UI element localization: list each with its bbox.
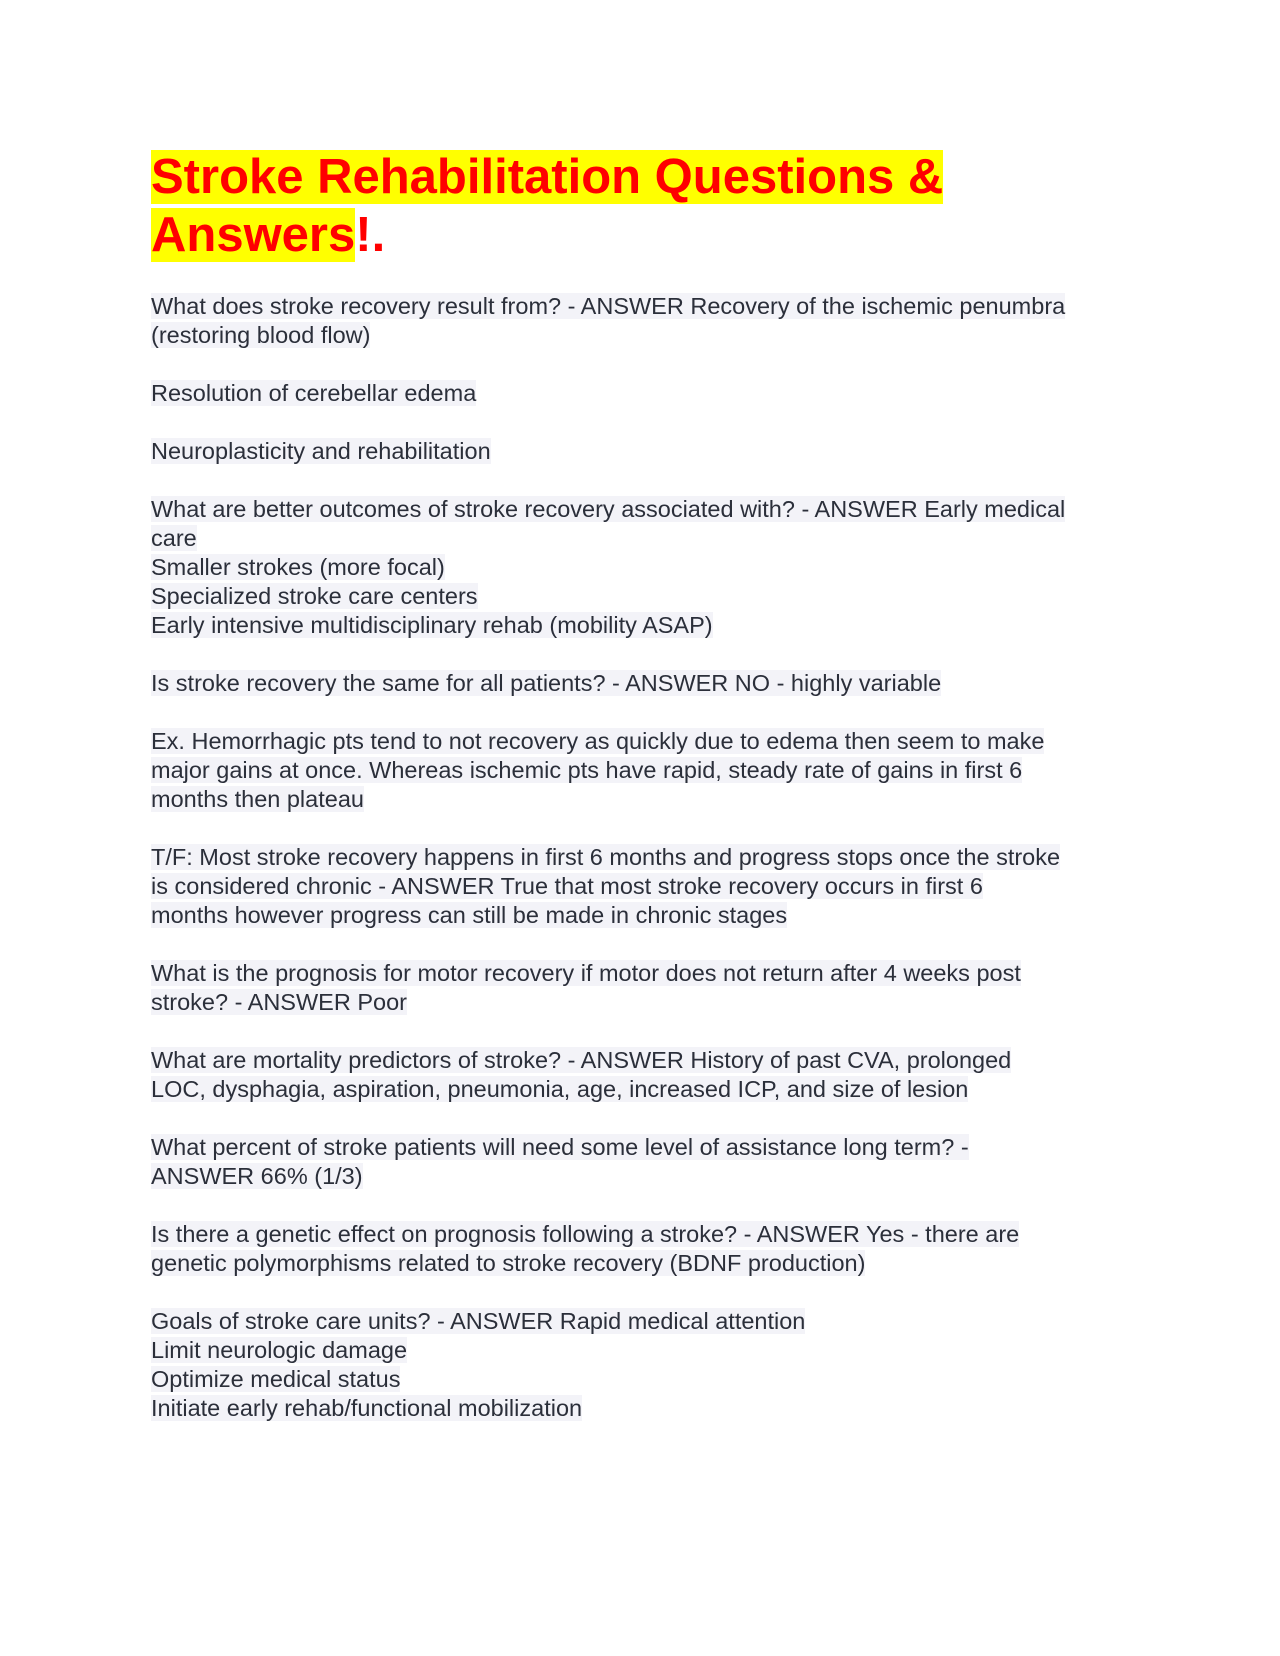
text-line [151, 669, 1151, 698]
text-line [151, 611, 1151, 640]
qa-block [151, 495, 1151, 640]
qa-block [151, 379, 1151, 408]
text-line [151, 1162, 1151, 1191]
qa-block [151, 727, 1151, 814]
text-line-content: Resolution of cerebellar edema [151, 380, 477, 406]
text-line-content: Specialized stroke care centers [151, 583, 478, 609]
text-line [151, 437, 1151, 466]
qa-list [151, 292, 1151, 1423]
qa-block [151, 292, 1151, 350]
text-line [151, 582, 1151, 611]
text-line [151, 1220, 1151, 1249]
text-line [151, 901, 1151, 930]
text-line [151, 872, 1151, 901]
text-line-content: Initiate early rehab/functional mobilization [151, 1395, 583, 1421]
text-line [151, 1133, 1151, 1162]
text-line-content: major gains at once. Whereas ischemic pts have rapid, steady rate of gains in first 6 [151, 757, 1023, 783]
text-line [151, 1394, 1151, 1423]
text-line [151, 292, 1151, 321]
text-line [151, 553, 1151, 582]
text-line [151, 843, 1151, 872]
text-line-content: What are better outcomes of stroke recovery associated with? - ANSWER Early medical [151, 496, 1066, 522]
document-title [151, 148, 1151, 264]
text-line-content: months however progress can still be made in chronic stages [151, 902, 788, 928]
text-line-content: genetic polymorphisms related to stroke recovery (BDNF production) [151, 1250, 866, 1276]
text-line [151, 959, 1151, 988]
text-line-content: T/F: Most stroke recovery happens in first 6 months and progress stops once the stroke [151, 844, 1061, 870]
text-line [151, 727, 1151, 756]
text-line-content: What are mortality predictors of stroke? - ANSWER History of past CVA, prolonged [151, 1047, 1012, 1073]
qa-block [151, 669, 1151, 698]
qa-block [151, 437, 1151, 466]
qa-block [151, 843, 1151, 930]
text-line [151, 756, 1151, 785]
text-line [151, 1307, 1151, 1336]
text-line-content: LOC, dysphagia, aspiration, pneumonia, age, increased ICP, and size of lesion [151, 1076, 969, 1102]
text-line-content: Smaller strokes (more focal) [151, 554, 445, 580]
qa-block [151, 1046, 1151, 1104]
text-line-content: Is stroke recovery the same for all patients? - ANSWER NO - highly variable [151, 670, 942, 696]
title-highlight-line-2: Answers [151, 208, 356, 262]
text-line-content: Limit neurologic damage [151, 1337, 408, 1363]
text-line-content: Is there a genetic effect on prognosis following a stroke? - ANSWER Yes - there are [151, 1221, 1020, 1247]
text-line [151, 321, 1151, 350]
title-suffix: !. [355, 208, 386, 262]
text-line-content: stroke? - ANSWER Poor [151, 989, 407, 1015]
qa-block [151, 1220, 1151, 1278]
text-line-content: Neuroplasticity and rehabilitation [151, 438, 491, 464]
text-line [151, 379, 1151, 408]
text-line [151, 1336, 1151, 1365]
text-line-content: Goals of stroke care units? - ANSWER Rapid medical attention [151, 1308, 806, 1334]
text-line [151, 785, 1151, 814]
text-line-content: Ex. Hemorrhagic pts tend to not recovery as quickly due to edema then seem to make [151, 728, 1045, 754]
text-line-content: What is the prognosis for motor recovery if motor does not return after 4 weeks post [151, 960, 1021, 986]
text-line-content: (restoring blood flow) [151, 322, 371, 348]
text-line [151, 1365, 1151, 1394]
text-line [151, 1075, 1151, 1104]
text-line [151, 495, 1151, 524]
document-page [151, 148, 1151, 1452]
text-line [151, 524, 1151, 553]
text-line-content: What does stroke recovery result from? - ANSWER Recovery of the ischemic penumbra [151, 293, 1066, 319]
text-line-content: Optimize medical status [151, 1366, 401, 1392]
text-line-content: ANSWER 66% (1/3) [151, 1163, 363, 1189]
text-line [151, 988, 1151, 1017]
qa-block [151, 959, 1151, 1017]
text-line-content: Early intensive multidisciplinary rehab (mobility ASAP) [151, 612, 713, 638]
title-highlight-line-1: Stroke Rehabilitation Questions & [151, 150, 944, 204]
text-line-content: is considered chronic - ANSWER True that most stroke recovery occurs in first 6 [151, 873, 983, 899]
text-line-content: months then plateau [151, 786, 364, 812]
text-line-content: What percent of stroke patients will need some level of assistance long term? - [151, 1134, 969, 1160]
text-line-content: care [151, 525, 197, 551]
text-line [151, 1046, 1151, 1075]
text-line [151, 1249, 1151, 1278]
qa-block [151, 1133, 1151, 1191]
qa-block [151, 1307, 1151, 1423]
